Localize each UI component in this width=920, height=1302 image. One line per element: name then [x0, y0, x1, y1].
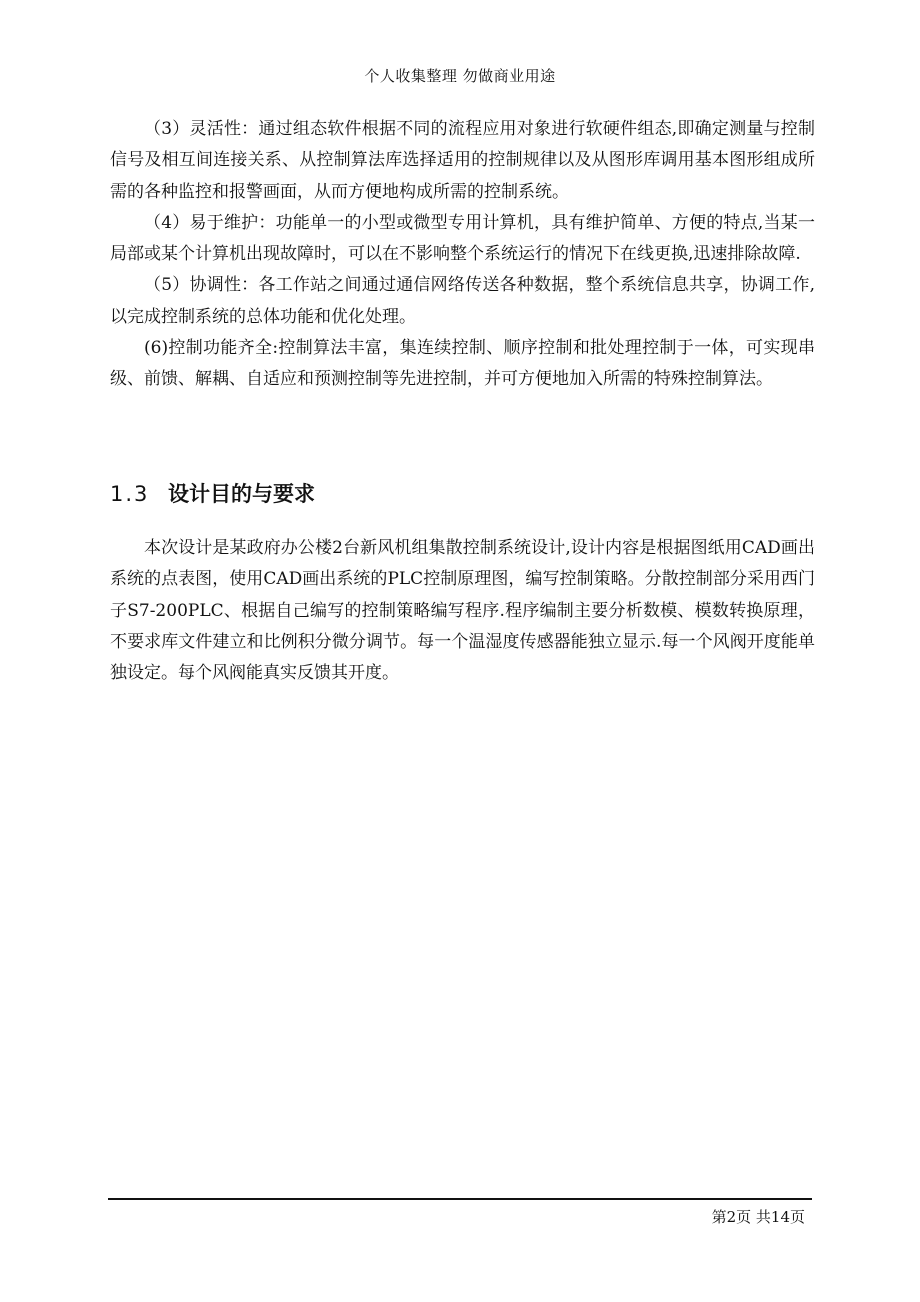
paragraph-maintenance: （4）易于维护：功能单一的小型或微型专用计算机，具有维护简单、方便的特点,当某一局部或某个计算机出现故障时，可以在不影响整个系统运行的情况下在线更换,迅速排除故障.: [110, 212, 815, 265]
section-heading: [110, 480, 315, 508]
paragraph-design-description: 本次设计是某政府办公楼2台新风机组集散控制系统设计,设计内容是根据图纸用CAD画出系统的点表图，使用CAD画出系统的PLC控制原理图，编写控制策略。分散控制部分采用西门子S7-200PLC、根据自己编写的控制策略编写程序.程序编制主要分析数模、模数转换原理，不要求库文件建立和比例积分微分调节。每一个温湿度传感器能独立显示.每一个风阀开度能单独设定。每个风阀能真实反馈其开度。: [110, 538, 815, 684]
paragraph-control-functions: (6)控制功能齐全:控制算法丰富，集连续控制、顺序控制和批处理控制于一体，可实现串级、前馈、解耦、自适应和预测控制等先进控制，并可方便地加入所需的特殊控制算法。: [110, 338, 815, 390]
section-body: [110, 533, 815, 689]
page-footer: 第2页 共14页: [711, 1208, 805, 1226]
body-content: [110, 114, 815, 396]
paragraph-flexibility: （3）灵活性：通过组态软件根据不同的流程应用对象进行软硬件组态,即确定测量与控制信号及相互间连接关系、从控制算法库选择适用的控制规律以及从图形库调用基本图形组成所需的各种监控和报警画面，从而方便地构成所需的控制系统。: [110, 119, 815, 202]
footer-divider: [108, 1198, 812, 1200]
section-title-text: 设计目的与要求: [168, 482, 315, 506]
page-header: 个人收集整理 勿做商业用途: [364, 67, 556, 85]
section-number: 1.3: [110, 482, 150, 506]
paragraph-coordination: （5）协调性：各工作站之间通过通信网络传送各种数据，整个系统信息共享，协调工作,以完成控制系统的总体功能和优化处理。: [110, 275, 815, 327]
